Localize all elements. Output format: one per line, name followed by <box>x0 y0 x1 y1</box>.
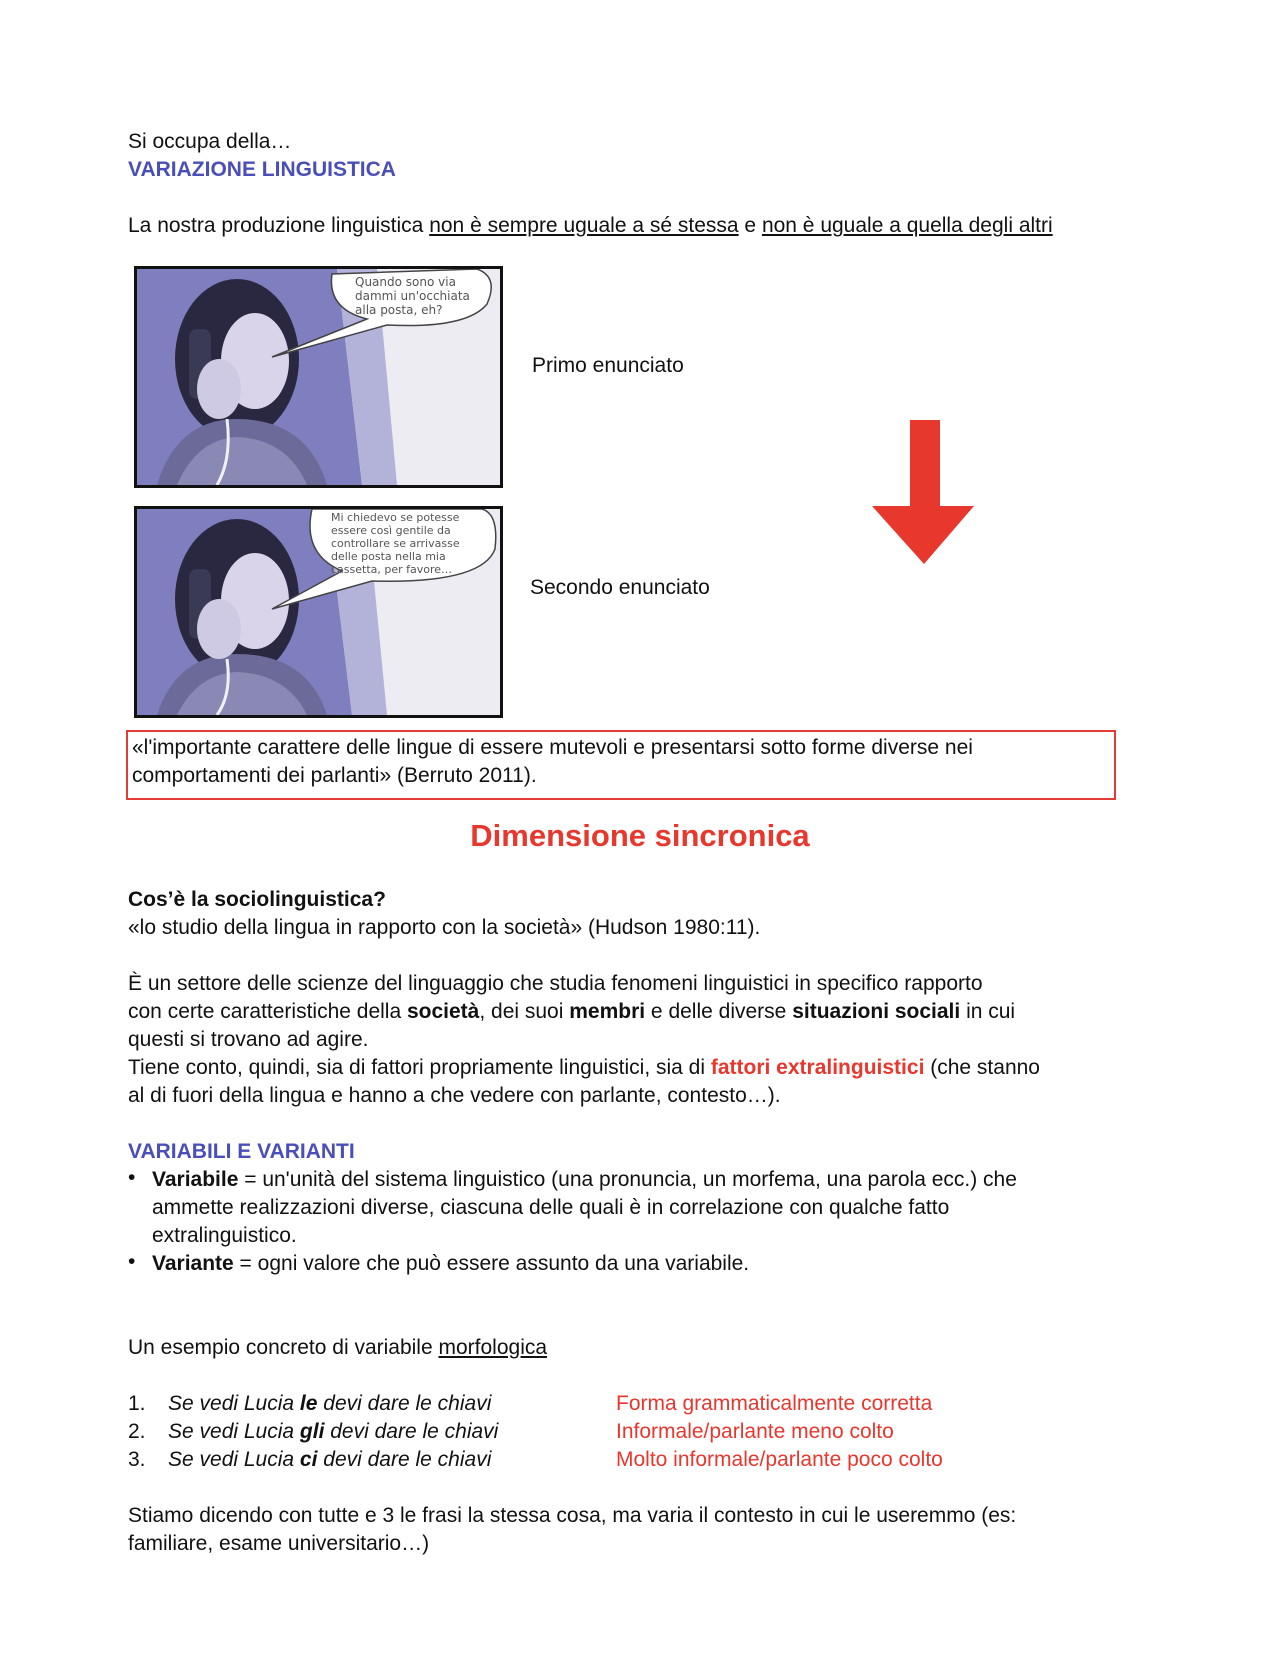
text-span: devi dare le chiavi <box>317 1392 492 1415</box>
bubble-line: Mi chiedevo se potesse <box>331 511 460 524</box>
arrow-down-icon <box>868 420 976 566</box>
sentence-mid: e <box>738 214 762 237</box>
bullet: • <box>128 1250 136 1273</box>
variabili-heading: VARIABILI E VARIANTI <box>128 1140 355 1163</box>
bubble-line: controllare se arrivasse <box>331 537 460 550</box>
sentence-start: La nostra produzione linguistica <box>128 214 430 237</box>
bullet-line: ammette realizzazioni diverse, ciascuna delle quali è in correlazione con qualche fatto <box>152 1196 950 1219</box>
pronoun-le: le <box>299 1392 318 1415</box>
bubble-line: essere così gentile da <box>331 524 451 537</box>
closing-line: Stiamo dicendo con tutte e 3 le frasi la stessa cosa, ma varia il contesto in cui le useremmo (es: <box>128 1504 1017 1527</box>
highlight-extralinguistici: fattori extralinguistici <box>710 1056 925 1079</box>
paragraph-line: È un settore delle scienze del linguaggio che studia fenomeni linguistici in specifico rapporto <box>128 972 983 995</box>
comic-panel-1 <box>134 266 503 488</box>
bold-term-membri: membri <box>569 1000 646 1023</box>
text-span: Se vedi Lucia <box>168 1392 300 1415</box>
comic-panel-2 <box>134 506 503 718</box>
text-span: in cui <box>960 1000 1016 1023</box>
example-sentence <box>168 1390 491 1418</box>
example-intro <box>128 1334 547 1362</box>
example-note: Informale/parlante meno colto <box>616 1420 894 1443</box>
bubble-line: delle posta nella mia <box>331 550 446 563</box>
underlined-morfologica: morfologica <box>438 1336 548 1359</box>
text-span: e delle diverse <box>645 1000 793 1023</box>
bold-term-societa: società <box>406 1000 480 1023</box>
list-number: 3. <box>128 1448 146 1471</box>
closing-line: familiare, esame universitario…) <box>128 1532 430 1555</box>
panel-caption-2: Secondo enunciato <box>530 576 710 599</box>
paragraph-line: questi si trovano ad agire. <box>128 1028 369 1051</box>
pronoun-gli: gli <box>299 1420 325 1443</box>
section-title: Dimensione sincronica <box>470 818 810 853</box>
definition-answer: «lo studio della lingua in rapporto con la società» (Hudson 1980:11). <box>128 916 761 939</box>
panel-caption-1: Primo enunciato <box>532 354 684 377</box>
paragraph-line: al di fuori della lingua e hanno a che vedere con parlante, contesto…). <box>128 1084 781 1107</box>
bubble-line: cassetta, per favore… <box>331 563 453 576</box>
quote-line: comportamenti dei parlanti» (Berruto 2011). <box>132 764 537 787</box>
bubble-line: dammi un'occhiata <box>355 289 470 303</box>
bullet-variante <box>152 1250 749 1278</box>
definition-question: Cos’è la sociolinguistica? <box>128 888 386 911</box>
example-note: Forma grammaticalmente corretta <box>616 1392 933 1415</box>
paragraph-line <box>128 998 1015 1026</box>
sentence-underline-2: non è uguale a quella degli altri <box>761 214 1053 237</box>
intro-sentence <box>128 212 1053 240</box>
variazione-heading: VARIAZIONE LINGUISTICA <box>128 158 396 181</box>
text-span: Un esempio concreto di variabile <box>128 1336 439 1359</box>
bullet-variabile <box>152 1166 1017 1194</box>
text-span: devi dare le chiavi <box>317 1448 492 1471</box>
pronoun-ci: ci <box>299 1448 318 1471</box>
text-span: con certe caratteristiche della <box>128 1000 407 1023</box>
intro-line: Si occupa della… <box>128 130 292 153</box>
example-sentence <box>168 1418 498 1446</box>
term-variabile: Variabile <box>152 1168 239 1191</box>
example-sentence <box>168 1446 491 1474</box>
text-span: (che stanno <box>924 1056 1040 1079</box>
bubble-line: Quando sono via <box>355 275 456 289</box>
example-note: Molto informale/parlante poco colto <box>616 1448 943 1471</box>
list-number: 2. <box>128 1420 146 1443</box>
text-span: = un'unità del sistema linguistico (una pronuncia, un morfema, una parola ecc.) che <box>238 1168 1017 1191</box>
text-span: Se vedi Lucia <box>168 1448 300 1471</box>
berruto-quote-box <box>126 730 1116 800</box>
term-variante: Variante <box>152 1252 234 1275</box>
text-span: = ogni valore che può essere assunto da una variabile. <box>233 1252 750 1275</box>
list-number: 1. <box>128 1392 146 1415</box>
sentence-underline-1: non è sempre uguale a sé stessa <box>429 214 739 237</box>
text-span: devi dare le chiavi <box>324 1420 499 1443</box>
bubble-line: alla posta, eh? <box>355 303 443 317</box>
text-span: Tiene conto, quindi, sia di fattori propriamente linguistici, sia di <box>128 1056 711 1079</box>
text-span: Se vedi Lucia <box>168 1420 300 1443</box>
paragraph-line <box>128 1054 1040 1082</box>
bullet-line: extralinguistico. <box>152 1224 297 1247</box>
quote-line: «l'importante carattere delle lingue di essere mutevoli e presentarsi sotto forme diverse nei <box>132 736 973 759</box>
bold-term-situazioni: situazioni sociali <box>792 1000 961 1023</box>
text-span: , dei suoi <box>479 1000 570 1023</box>
bullet: • <box>128 1166 136 1189</box>
